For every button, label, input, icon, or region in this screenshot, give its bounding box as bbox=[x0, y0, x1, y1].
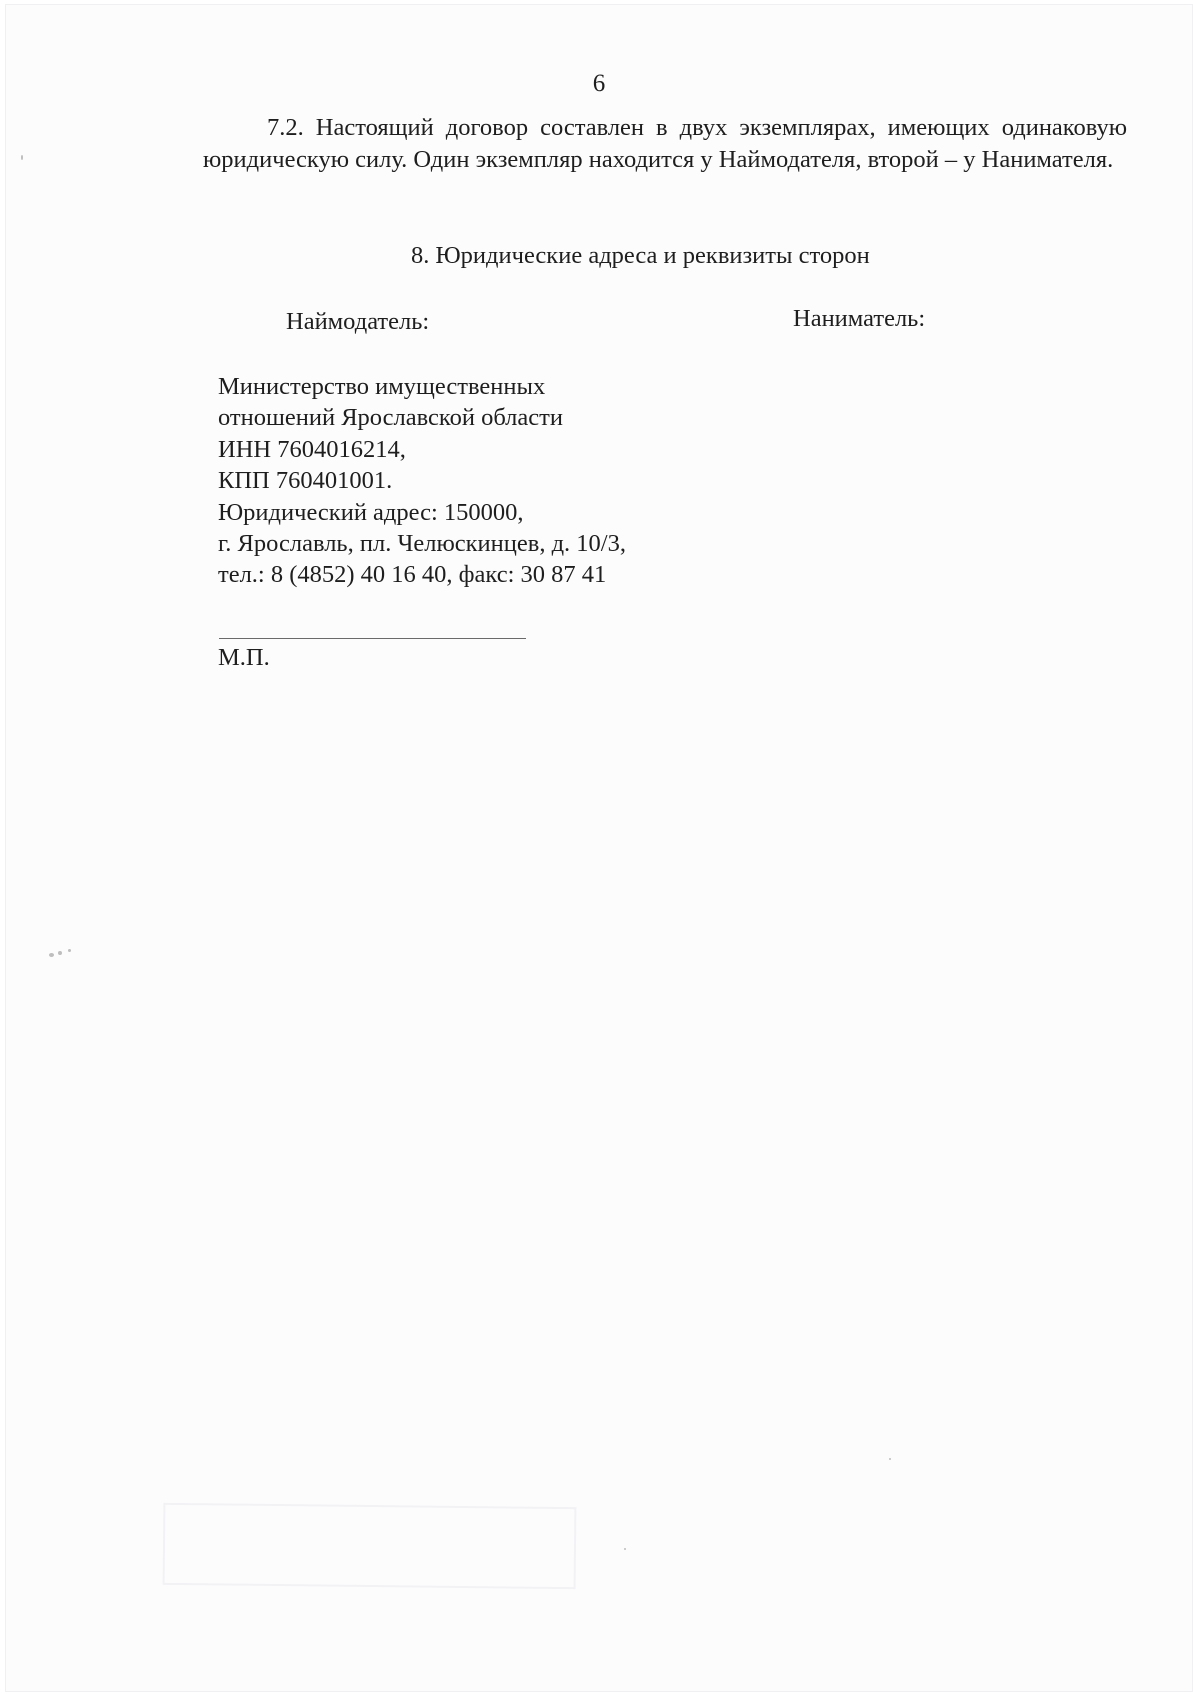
stamp-place-label: М.П. bbox=[218, 644, 270, 671]
tenant-heading: Наниматель: bbox=[793, 305, 926, 332]
faint-stamp-imprint bbox=[163, 1503, 577, 1589]
requisites-line: КПП 760401001. bbox=[218, 467, 393, 495]
requisites-line: г. Ярославль, пл. Челюскинцев, д. 10/3, bbox=[218, 530, 626, 558]
requisites-line: тел.: 8 (4852) 40 16 40, факс: 30 87 41 bbox=[218, 561, 607, 589]
page-number: 6 bbox=[592, 70, 606, 97]
landlord-requisites bbox=[218, 371, 626, 591]
requisites-line: Юридический адрес: 150000, bbox=[218, 498, 524, 526]
section-8-heading: 8. Юридические адреса и реквизиты сторон bbox=[411, 242, 870, 269]
scan-speck bbox=[889, 1458, 891, 1460]
requisites-line: Министерство имущественных bbox=[218, 373, 546, 400]
signature-line bbox=[219, 638, 526, 639]
scan-speck bbox=[624, 1548, 626, 1550]
requisites-line: ИНН 7604016214, bbox=[218, 435, 406, 463]
scan-speck bbox=[49, 953, 54, 957]
scan-speck bbox=[58, 951, 62, 955]
document-page bbox=[6, 5, 1192, 1691]
scan-speck bbox=[21, 155, 23, 160]
scan-speck bbox=[68, 949, 71, 952]
requisites-line: отношений Ярославской области bbox=[218, 404, 563, 432]
clause-7-2-text: 7.2. Настоящий договор составлен в двух экземплярах, имеющих одинаковую юридическую силу. Один экземпляр находится у Наймодателя, второй – у Нанимателя. bbox=[203, 114, 1127, 173]
clause-7-2 bbox=[203, 112, 1127, 176]
landlord-heading: Наймодатель: bbox=[286, 308, 430, 335]
